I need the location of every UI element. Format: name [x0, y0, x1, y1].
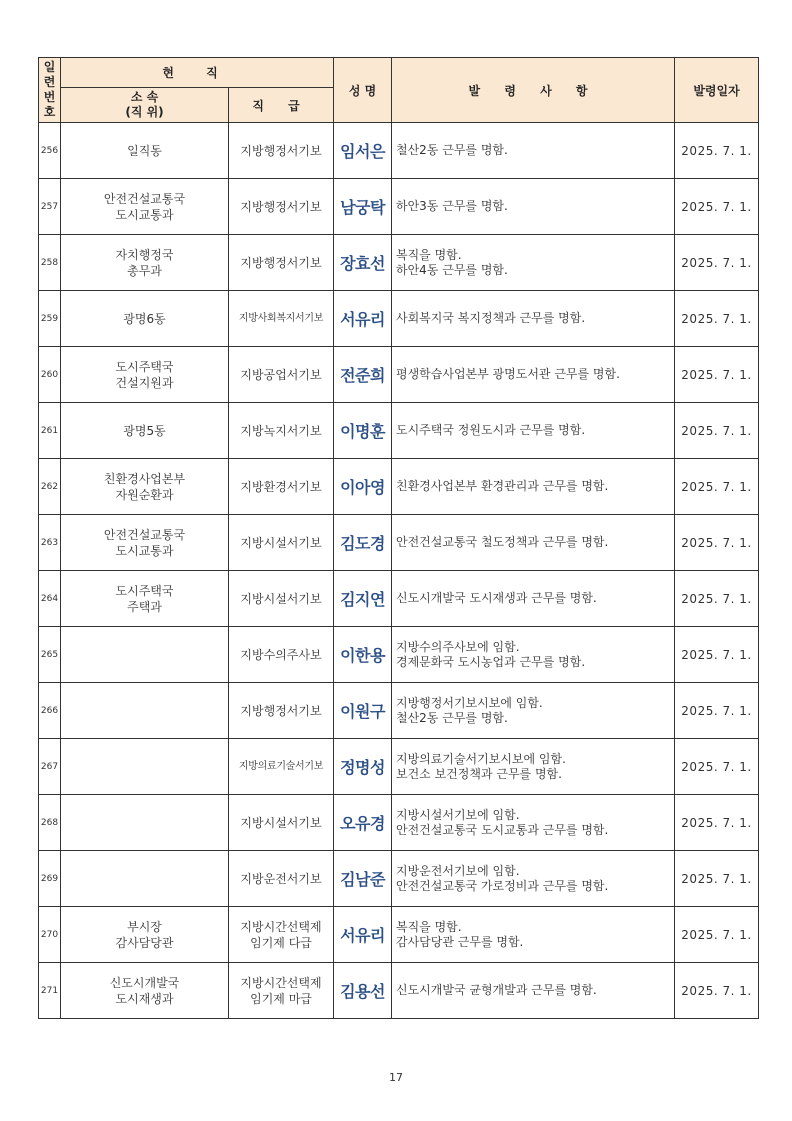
grade-cell-line: 지방시설서기보: [240, 535, 322, 550]
grade-cell: [229, 571, 334, 627]
name-cell: 김지연: [334, 571, 392, 627]
order-cell-line: 하안4동 근무를 명함.: [396, 262, 508, 277]
name-cell: 장효선: [334, 235, 392, 291]
table-row: [39, 739, 759, 795]
affiliation-cell: [61, 683, 229, 739]
affiliation-cell: [61, 627, 229, 683]
date-cell: 2025. 7. 1.: [675, 347, 759, 403]
date-cell: 2025. 7. 1.: [675, 235, 759, 291]
grade-cell: [229, 291, 334, 347]
order-header: 발 령 사 항: [392, 58, 675, 123]
order-cell-line: 복직을 명함.: [396, 247, 462, 262]
affiliation-cell: [61, 907, 229, 963]
affiliation-cell-line: 부시장: [127, 919, 162, 934]
date-cell: 2025. 7. 1.: [675, 291, 759, 347]
table-row: [39, 235, 759, 291]
affiliation-cell-line: 도시교통과: [115, 543, 174, 558]
name-header: 성 명: [334, 58, 392, 123]
name-cell: 서유리: [334, 907, 392, 963]
name-cell: 김용선: [334, 963, 392, 1019]
order-cell-line: 하안3동 근무를 명함.: [396, 199, 508, 213]
order-cell: [392, 963, 675, 1019]
order-cell: [392, 683, 675, 739]
order-cell-line: 지방시설서기보에 임함.: [396, 807, 520, 822]
date-cell: 2025. 7. 1.: [675, 963, 759, 1019]
table-body: [39, 123, 759, 1019]
serial-number-cell: 264: [39, 571, 61, 627]
grade-cell: [229, 179, 334, 235]
affiliation-cell: [61, 851, 229, 907]
grade-cell: [229, 403, 334, 459]
affiliation-cell-line: 안전건설교통국: [103, 191, 186, 206]
serial-number-cell: 256: [39, 123, 61, 179]
grade-cell-line: 지방녹지서기보: [240, 423, 322, 438]
page-number: 17: [389, 1071, 403, 1084]
table-row: [39, 795, 759, 851]
order-cell: [392, 347, 675, 403]
grade-cell-line: 지방환경서기보: [240, 479, 322, 494]
table-row: [39, 851, 759, 907]
grade-cell-line: 지방시설서기보: [240, 591, 322, 606]
order-cell-line: 지방행정서기보시보에 임함.: [396, 695, 543, 710]
affiliation-cell-line: 감사담당관: [115, 935, 174, 950]
order-cell: [392, 627, 675, 683]
name-cell: 임서은: [334, 123, 392, 179]
grade-cell-line: 지방행정서기보: [240, 703, 322, 718]
table-row: [39, 347, 759, 403]
order-cell-line: 사회복지국 복지정책과 근무를 명함.: [396, 311, 586, 325]
table-row: [39, 179, 759, 235]
date-cell: 2025. 7. 1.: [675, 795, 759, 851]
order-cell: [392, 851, 675, 907]
table-header: [39, 58, 759, 123]
serial-number-cell: 266: [39, 683, 61, 739]
order-cell-line: 신도시개발국 균형개발과 근무를 명함.: [396, 983, 597, 997]
order-cell-line: 지방의료기술서기보시보에 임함.: [396, 751, 566, 766]
name-cell: 전준희: [334, 347, 392, 403]
affiliation-cell-line: 건설지원과: [115, 375, 174, 390]
name-cell: 이아영: [334, 459, 392, 515]
serial-number-cell: 271: [39, 963, 61, 1019]
serial-number-cell: 269: [39, 851, 61, 907]
order-cell-line: 철산2동 근무를 명함.: [396, 143, 508, 157]
date-cell: 2025. 7. 1.: [675, 571, 759, 627]
affiliation-cell-line: 주택과: [127, 599, 162, 614]
serial-number-cell: 262: [39, 459, 61, 515]
affiliation-cell: [61, 291, 229, 347]
order-cell: [392, 571, 675, 627]
order-cell-line: 복직을 명함.: [396, 919, 462, 934]
order-cell: [392, 907, 675, 963]
grade-cell: [229, 963, 334, 1019]
grade-cell-line: 지방행정서기보: [240, 199, 322, 214]
affiliation-cell-line: 친환경사업본부: [103, 471, 186, 486]
order-cell-line: 보건소 보건정책과 근무를 명함.: [396, 766, 562, 781]
grade-cell-line: 임기제 다급: [250, 935, 312, 950]
order-cell-line: 철산2동 근무를 명함.: [396, 710, 508, 725]
affiliation-cell-line: 광명5동: [123, 423, 166, 438]
grade-cell-line: 지방의료기술서기보: [238, 760, 324, 772]
name-cell: 김도경: [334, 515, 392, 571]
order-cell-line: 도시주택국 정원도시과 근무를 명함.: [396, 423, 586, 437]
affiliation-cell: [61, 179, 229, 235]
name-cell: 이명훈: [334, 403, 392, 459]
order-cell-line: 신도시개발국 도시재생과 근무를 명함.: [396, 591, 597, 605]
table-row: [39, 459, 759, 515]
date-cell: 2025. 7. 1.: [675, 907, 759, 963]
table-row: [39, 291, 759, 347]
order-cell: [392, 235, 675, 291]
grade-cell: [229, 683, 334, 739]
date-cell: 2025. 7. 1.: [675, 459, 759, 515]
date-cell: 2025. 7. 1.: [675, 403, 759, 459]
date-cell: 2025. 7. 1.: [675, 123, 759, 179]
order-cell: [392, 739, 675, 795]
grade-cell-line: 지방사회복지서기보: [238, 312, 324, 324]
order-cell-line: 친환경사업본부 환경관리과 근무를 명함.: [396, 479, 609, 493]
serial-number-cell: 267: [39, 739, 61, 795]
serial-number-cell: 258: [39, 235, 61, 291]
order-cell: [392, 179, 675, 235]
serial-number-cell: 263: [39, 515, 61, 571]
grade-cell: [229, 515, 334, 571]
order-cell: [392, 515, 675, 571]
serial-number-cell: 257: [39, 179, 61, 235]
order-cell: [392, 291, 675, 347]
order-cell: [392, 795, 675, 851]
grade-cell: [229, 459, 334, 515]
grade-cell-line: 지방시간선택제: [240, 919, 322, 934]
order-cell-line: 안전건설교통국 가로정비과 근무를 명함.: [396, 878, 609, 893]
grade-cell: [229, 347, 334, 403]
table-row: [39, 515, 759, 571]
name-cell: 이한용: [334, 627, 392, 683]
date-cell: 2025. 7. 1.: [675, 627, 759, 683]
affiliation-cell-line: 도시재생과: [115, 991, 174, 1006]
affiliation-cell-line: 도시주택국: [115, 583, 174, 598]
date-cell: 2025. 7. 1.: [675, 179, 759, 235]
table-row: [39, 403, 759, 459]
affiliation-cell-line: 도시교통과: [115, 207, 174, 222]
name-cell: 오유경: [334, 795, 392, 851]
affiliation-cell: [61, 403, 229, 459]
affiliation-cell-line: 안전건설교통국: [103, 527, 186, 542]
grade-cell: [229, 627, 334, 683]
serial-number-header: 일 련 번 호: [39, 58, 61, 123]
affiliation-cell: [61, 795, 229, 851]
name-cell: 정명성: [334, 739, 392, 795]
affiliation-cell-line: 광명6동: [123, 311, 166, 326]
name-cell: 남궁탁: [334, 179, 392, 235]
table-row: [39, 683, 759, 739]
order-cell-line: 지방수의주사보에 임함.: [396, 639, 520, 654]
grade-cell-line: 지방공업서기보: [240, 367, 322, 382]
order-cell-line: 안전건설교통국 도시교통과 근무를 명함.: [396, 822, 609, 837]
affiliation-cell: [61, 235, 229, 291]
table-row: [39, 907, 759, 963]
table-row: [39, 123, 759, 179]
current-position-header: 현 직: [61, 58, 334, 88]
table-row: [39, 571, 759, 627]
affiliation-cell: [61, 571, 229, 627]
affiliation-cell-line: 신도시개발국: [109, 975, 180, 990]
order-cell: [392, 403, 675, 459]
grade-cell: [229, 851, 334, 907]
grade-cell-line: 지방시간선택제: [240, 975, 322, 990]
grade-cell: [229, 907, 334, 963]
grade-cell: [229, 235, 334, 291]
table-row: [39, 627, 759, 683]
grade-cell-line: 지방시설서기보: [240, 815, 322, 830]
affiliation-cell: [61, 123, 229, 179]
affiliation-header: 소 속 (직 위): [61, 88, 229, 123]
serial-number-cell: 270: [39, 907, 61, 963]
affiliation-cell-line: 자원순환과: [115, 487, 174, 502]
order-cell-line: 감사담당관 근무를 명함.: [396, 934, 524, 949]
personnel-order-table: [38, 57, 759, 1019]
order-cell-line: 경제문화국 도시농업과 근무를 명함.: [396, 654, 586, 669]
affiliation-cell-line: 자치행정국: [115, 247, 174, 262]
affiliation-cell-line: 일직동: [127, 143, 162, 158]
serial-number-cell: 261: [39, 403, 61, 459]
grade-cell-line: 임기제 마급: [250, 991, 312, 1006]
affiliation-cell: [61, 459, 229, 515]
affiliation-cell-line: 도시주택국: [115, 359, 174, 374]
affiliation-cell: [61, 515, 229, 571]
serial-number-cell: 260: [39, 347, 61, 403]
grade-cell: [229, 739, 334, 795]
order-cell-line: 평생학습사업본부 광명도서관 근무를 명함.: [396, 367, 620, 381]
grade-cell-line: 지방수의주사보: [240, 647, 322, 662]
affiliation-cell: [61, 963, 229, 1019]
grade-cell: [229, 795, 334, 851]
order-cell: [392, 123, 675, 179]
serial-number-cell: 259: [39, 291, 61, 347]
name-cell: 김남준: [334, 851, 392, 907]
grade-cell-line: 지방운전서기보: [240, 871, 322, 886]
grade-header: 직 급: [229, 88, 334, 123]
name-cell: 이원구: [334, 683, 392, 739]
grade-cell: [229, 123, 334, 179]
date-cell: 2025. 7. 1.: [675, 515, 759, 571]
order-cell-line: 지방운전서기보에 임함.: [396, 863, 520, 878]
affiliation-cell-line: 총무과: [127, 263, 162, 278]
table-row: [39, 963, 759, 1019]
serial-number-cell: 268: [39, 795, 61, 851]
serial-number-cell: 265: [39, 627, 61, 683]
date-cell: 2025. 7. 1.: [675, 851, 759, 907]
grade-cell-line: 지방행정서기보: [240, 143, 322, 158]
date-cell: 2025. 7. 1.: [675, 683, 759, 739]
date-cell: 2025. 7. 1.: [675, 739, 759, 795]
affiliation-cell: [61, 739, 229, 795]
affiliation-cell: [61, 347, 229, 403]
order-cell-line: 안전건설교통국 철도정책과 근무를 명함.: [396, 535, 609, 549]
date-header: 발령일자: [675, 58, 759, 123]
name-cell: 서유리: [334, 291, 392, 347]
grade-cell-line: 지방행정서기보: [240, 255, 322, 270]
order-cell: [392, 459, 675, 515]
